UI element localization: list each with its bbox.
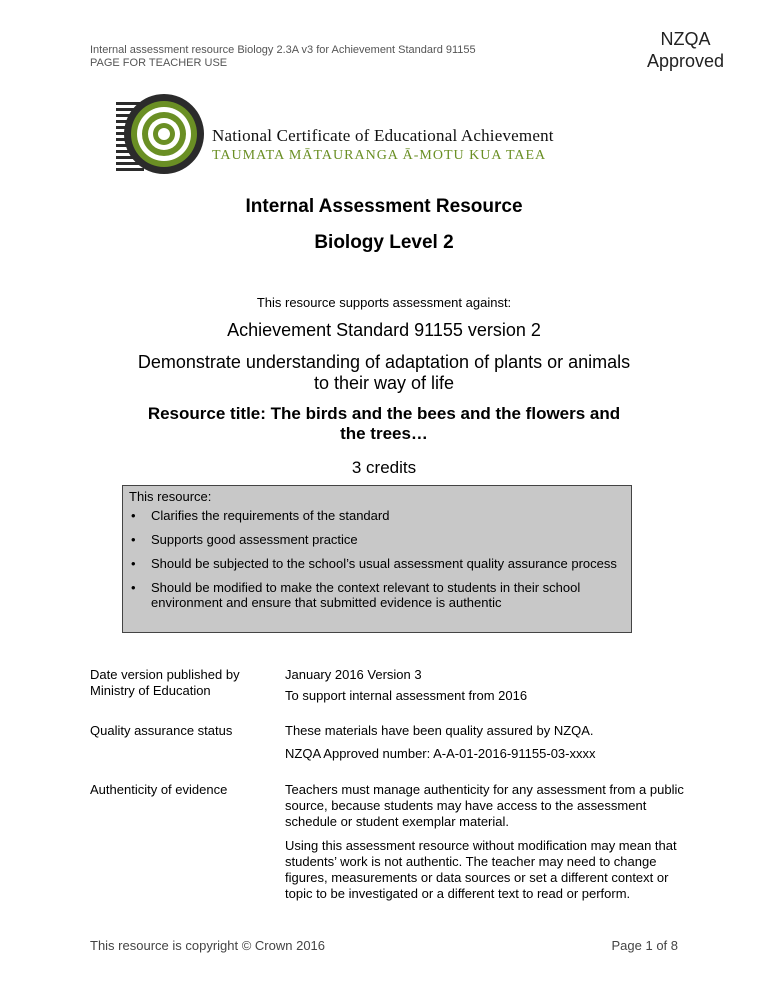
resource-title-line1: Resource title: The birds and the bees and the flowers and bbox=[147, 404, 621, 423]
list-item-text: Should be subjected to the school’s usual assessment quality assurance process bbox=[151, 556, 617, 571]
list-item-text: Clarifies the requirements of the standard bbox=[151, 508, 390, 523]
qa-number: NZQA Approved number: A-A-01-2016-91155-03-xxxx bbox=[285, 746, 596, 761]
standard-description bbox=[90, 352, 678, 394]
achievement-standard: Achievement Standard 91155 version 2 bbox=[227, 320, 541, 340]
authenticity-label: Authenticity of evidence bbox=[90, 782, 228, 797]
header-meta-line1: Internal assessment resource Biology 2.3A v3 for Achievement Standard 91155 bbox=[90, 44, 476, 56]
date-value: January 2016 Version 3 bbox=[285, 667, 422, 682]
box-intro: This resource: bbox=[129, 489, 212, 504]
copyright-footer: This resource is copyright © Crown 2016 bbox=[90, 938, 326, 953]
list-item-text: Supports good assessment practice bbox=[151, 532, 358, 547]
bullet-icon: • bbox=[131, 580, 136, 595]
authenticity-note: Using this assessment resource without modification may mean that students’ work is not authentic. The teacher may need to change figures, measurements or data sources or set a different context or topic to be investigated or a different text to read or perform. bbox=[285, 838, 677, 901]
date-label: Date version published by Ministry of Education bbox=[90, 667, 240, 698]
credits: 3 credits bbox=[351, 458, 417, 477]
list-item bbox=[129, 580, 625, 610]
ncea-logo-text bbox=[212, 126, 554, 164]
qa-label: Quality assurance status bbox=[90, 723, 233, 738]
bullet-icon: • bbox=[131, 508, 136, 523]
logo-title-maori: TAUMATA MĀTAURANGA Ā-MOTU KUA TAEA bbox=[212, 148, 547, 163]
supports-text: This resource supports assessment against: bbox=[256, 295, 512, 310]
header-meta-line2: PAGE FOR TEACHER USE bbox=[90, 57, 228, 69]
date-note: To support internal assessment from 2016 bbox=[285, 688, 528, 703]
resource-title bbox=[90, 404, 678, 444]
page-number: Page 1 of 8 bbox=[611, 938, 678, 953]
list-item bbox=[129, 508, 625, 523]
page-subtitle: Biology Level 2 bbox=[314, 232, 454, 253]
stamp-line2: Approved bbox=[646, 51, 724, 71]
authenticity-value: Teachers must manage authenticity for any assessment from a public source, because students may have access to the assessment schedule or student exemplar material. bbox=[285, 782, 684, 829]
standard-description-line1: Demonstrate understanding of adaptation of plants or animals bbox=[137, 352, 631, 372]
list-item-text: Should be modified to make the context relevant to students in their school environment and ensure that submitted evidence is authentic bbox=[151, 580, 581, 610]
logo-title-english: National Certificate of Educational Achievement bbox=[212, 126, 554, 145]
standard-description-line2: to their way of life bbox=[313, 373, 455, 393]
resource-title-line2: the trees… bbox=[340, 424, 428, 443]
list-item bbox=[129, 532, 625, 547]
resource-notes-box bbox=[122, 485, 632, 633]
nzqa-approved-stamp bbox=[647, 28, 724, 72]
bullet-icon: • bbox=[131, 532, 136, 547]
box-list bbox=[129, 508, 625, 610]
page-title: Internal Assessment Resource bbox=[245, 196, 523, 217]
list-item bbox=[129, 556, 625, 571]
header-meta bbox=[90, 44, 476, 70]
bullet-icon: • bbox=[131, 556, 136, 571]
qa-value: These materials have been quality assured by NZQA. bbox=[285, 723, 594, 738]
stamp-line1: NZQA bbox=[660, 29, 711, 49]
ncea-koru-logo-icon bbox=[112, 80, 208, 188]
